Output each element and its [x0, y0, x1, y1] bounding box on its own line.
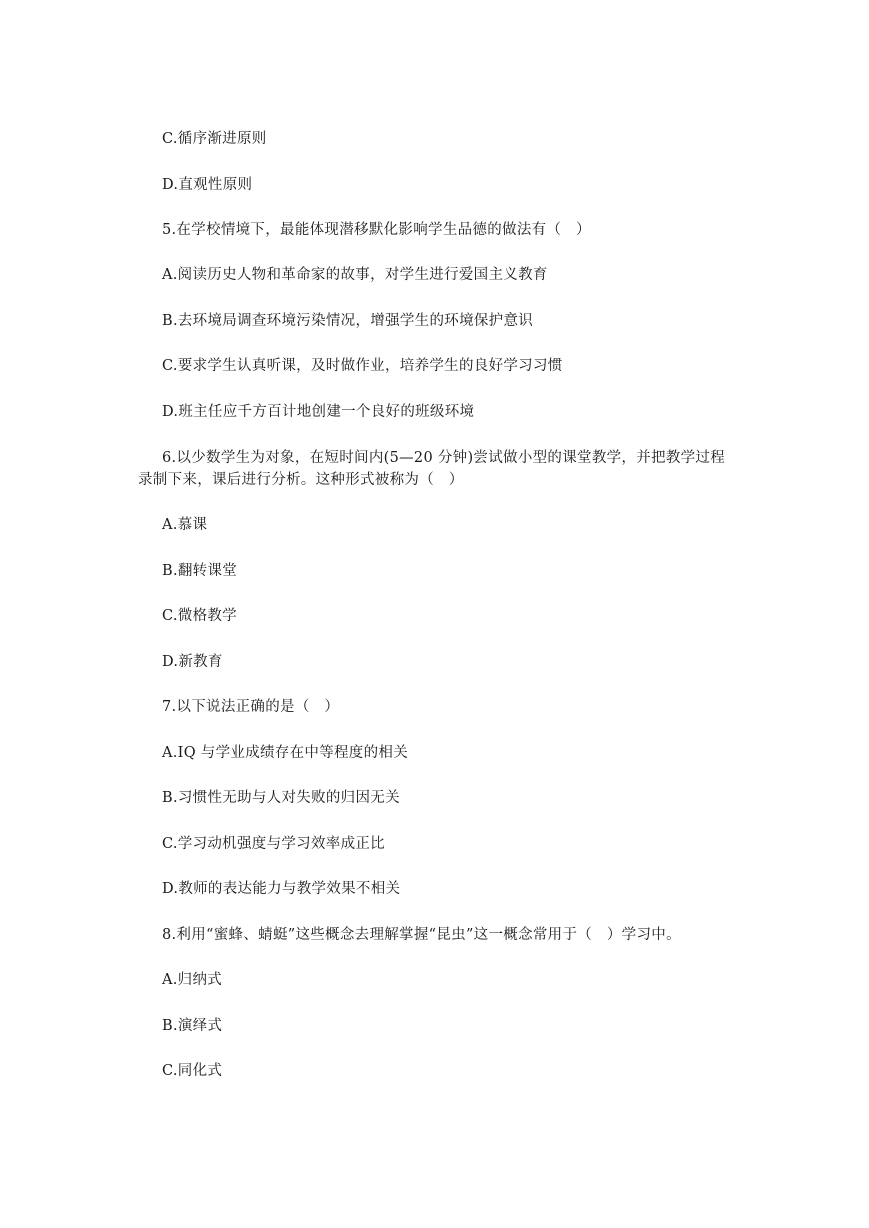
question-8: 8.利用“蜜蜂、蜻蜓”这些概念去理解掌握“昆虫”这一概念常用于（ ）学习中。: [162, 927, 681, 943]
option-5a: A.阅读历史人物和革命家的故事，对学生进行爱国主义教育: [162, 267, 548, 283]
option-7d: D.教师的表达能力与教学效果不相关: [162, 881, 401, 897]
option-6a: A.慕课: [162, 517, 208, 533]
option-4c: C.循序渐进原则: [162, 131, 267, 147]
question-6: 6.以少数学生为对象，在短时间内(5—20 分钟)尝试做小型的课堂教学，并把教学过程: [162, 450, 726, 466]
question-5: 5.在学校情境下，最能体现潜移默化影响学生品德的做法有（ ）: [162, 222, 591, 238]
option-5b: B.去环境局调查环境污染情况，增强学生的环境保护意识: [162, 313, 534, 329]
option-4d: D.直观性原则: [162, 177, 253, 193]
question-7: 7.以下说法正确的是（ ）: [162, 699, 340, 715]
option-7a: A.IQ 与学业成绩存在中等程度的相关: [162, 745, 409, 761]
option-7b: B.习惯性无助与人对失败的归因无关: [162, 790, 400, 806]
option-5c: C.要求学生认真听课，及时做作业，培养学生的良好学习习惯: [162, 358, 563, 374]
option-6b: B.翻转课堂: [162, 563, 238, 579]
option-8c: C.同化式: [162, 1063, 223, 1079]
question-6-continued: 录制下来，课后进行分析。这种形式被称为（ ）: [138, 472, 464, 488]
option-6d: D.新教育: [162, 654, 223, 670]
option-7c: C.学习动机强度与学习效率成正比: [162, 836, 385, 852]
option-6c: C.微格教学: [162, 608, 237, 624]
option-5d: D.班主任应千方百计地创建一个良好的班级环境: [162, 404, 475, 420]
option-8a: A.归纳式: [162, 972, 223, 988]
option-8b: B.演绎式: [162, 1018, 223, 1034]
